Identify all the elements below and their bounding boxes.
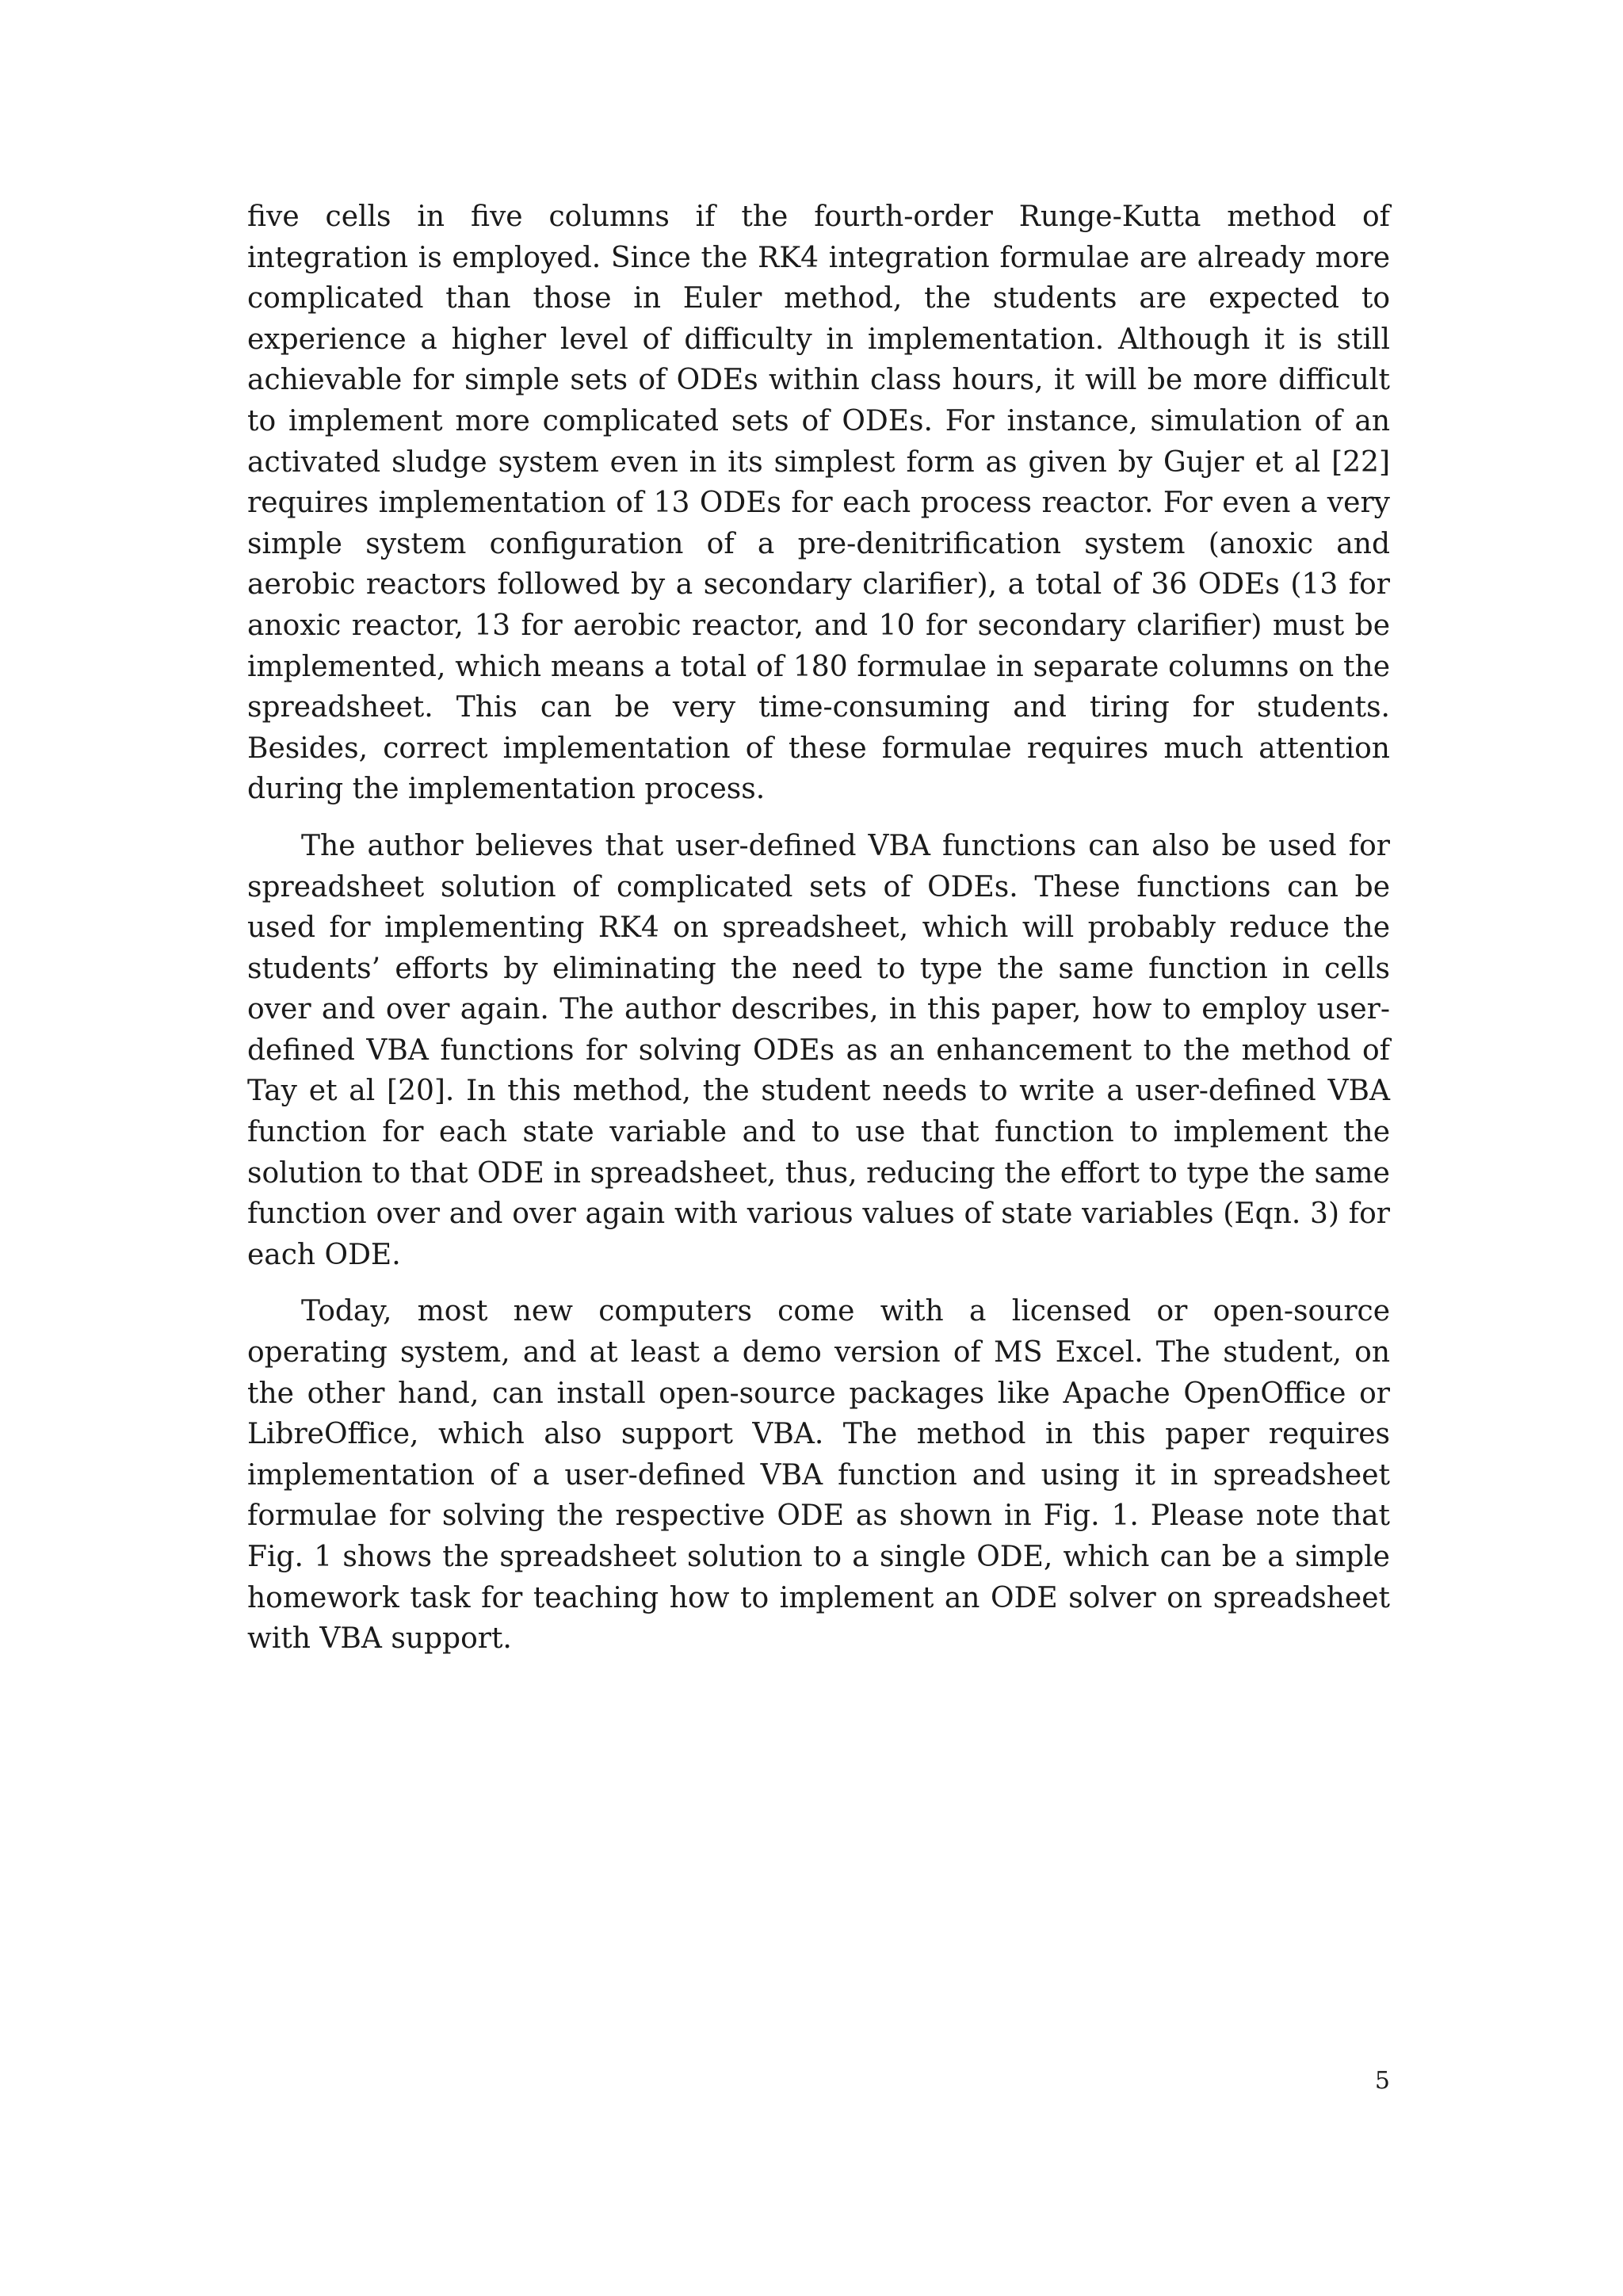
paragraph-vba-functions: The author believes that user-defined VBA functions can also be used for spreadsheet solution of complicated sets of ODEs. These functions can be used for implementing RK4 on spreadsheet, which will probably reduce the students’ efforts by eliminating the need to type the same function in cells over and over again. The author describes, in this paper, how to employ user-defined VBA functions for solving ODEs as an enhancement to the method of Tay et al [20]. In this method, the student needs to write a user-defined VBA function for each state variable and to use that function to implement the solution to that ODE in spreadsheet, thus, reducing the effort to type the same function over and over again with various values of state variables (Eqn. 3) for each ODE. [247, 829, 1390, 1271]
page-number: 5 [1374, 2067, 1390, 2095]
paragraph-continued: five cells in five columns if the fourth-order Runge-Kutta method of integration is employed. Since the RK4 integration formulae are already more complicated than those in Euler method, the students are expected to experience a higher level of difficulty in implementation. Although it is still achievable for simple sets of ODEs within class hours, it will be more difficult to implement more complicated sets of ODEs. For instance, simulation of an activated sludge system even in its simplest form as given by Gujer et al [22] requires implementation of 13 ODEs for each process reactor. For even a very simple system configuration of a pre-denitrification system (anoxic and aerobic reactors followed by a secondary clarifier), a total of 36 ODEs (13 for anoxic reactor, 13 for aerobic reactor, and 10 for secondary clarifier) must be implemented, which means a total of 180 formulae in separate columns on the spreadsheet. This can be very time-consuming and tiring for students. Besides, correct implementation of these formulae requires much attention during the implementation process. [247, 201, 1390, 806]
paragraph-computers: Today, most new computers come with a licensed or open-source operating system, and at least a demo version of MS Excel. The student, on the other hand, can install open-source packages like Apache OpenOffice or LibreOffice, which also support VBA. The method in this paper requires implementation of a user-defined VBA function and using it in spreadsheet formulae for solving the respective ODE as shown in Fig. 1. Please note that Fig. 1 shows the spreadsheet solution to a single ODE, which can be a simple homework task for teaching how to implement an ODE solver on spreadsheet with VBA support. [247, 1295, 1390, 1656]
body-text [247, 197, 1390, 1675]
